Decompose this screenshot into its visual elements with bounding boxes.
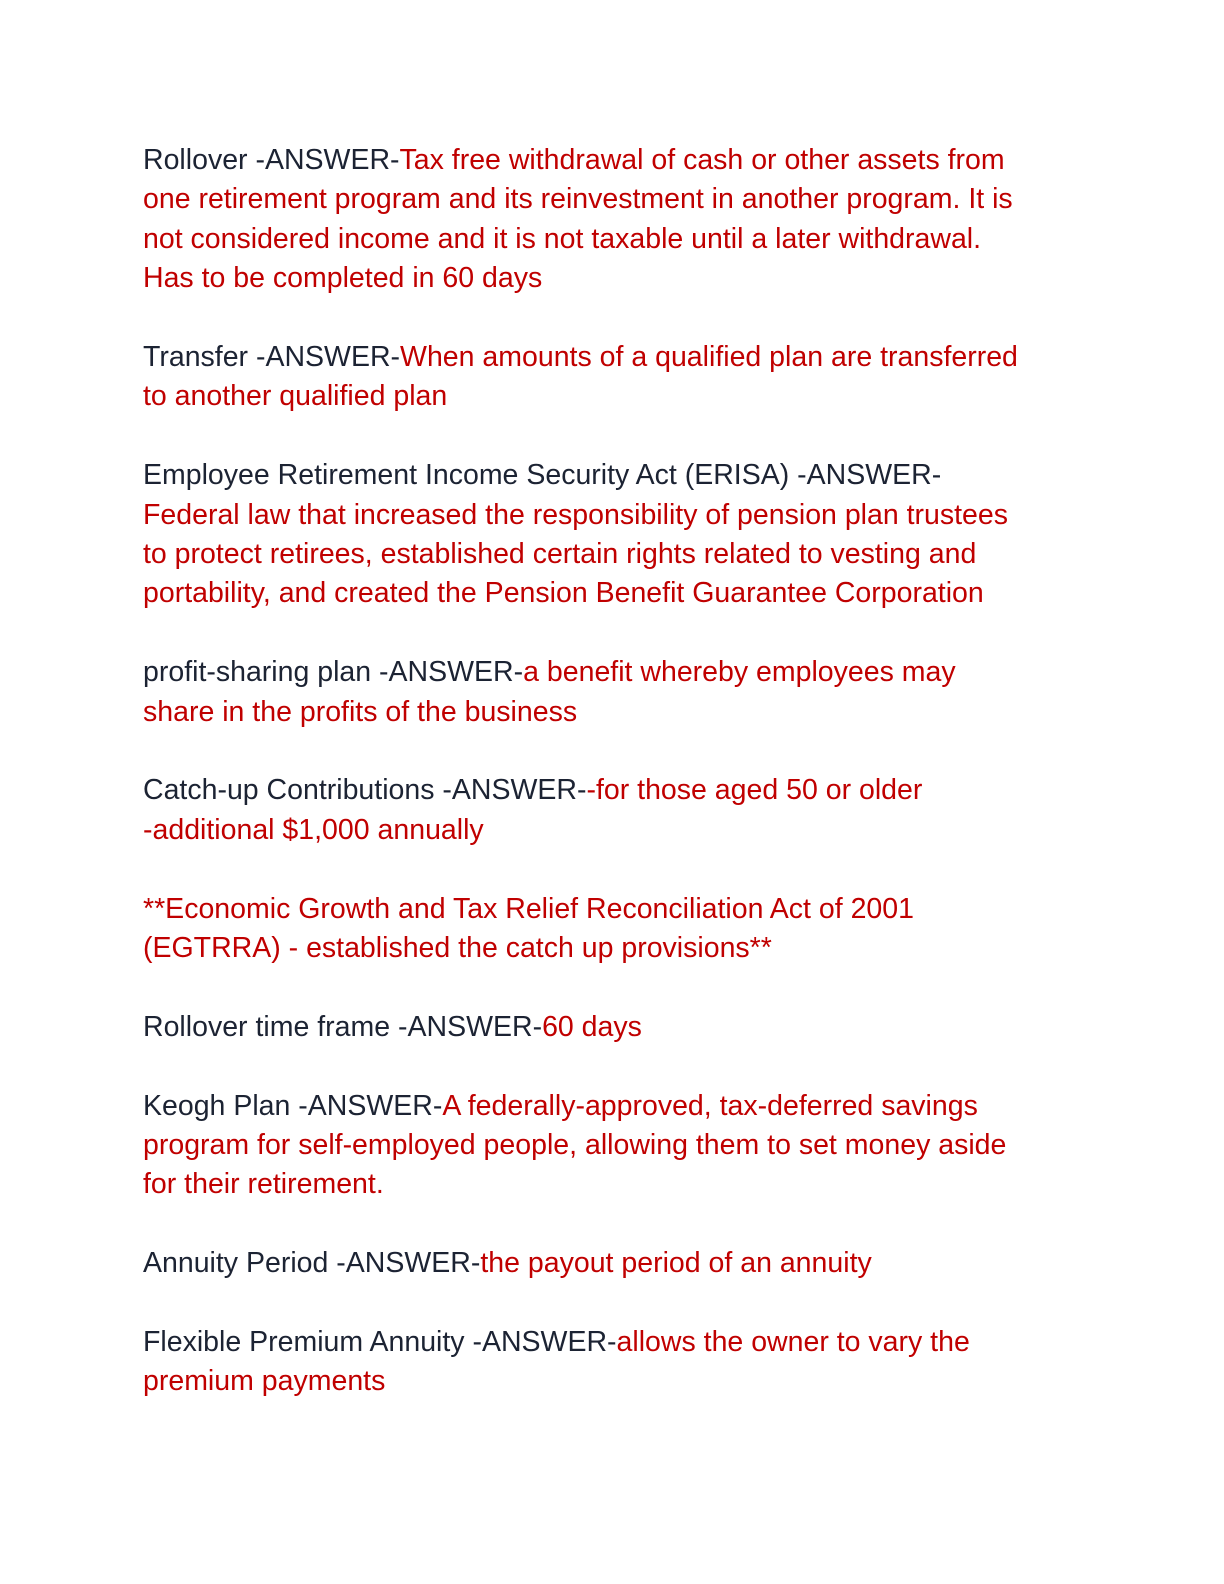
entry-term: Catch-up Contributions -ANSWER- <box>143 774 587 807</box>
entry-term: profit-sharing plan -ANSWER- <box>143 656 524 689</box>
entry-term: Keogh Plan -ANSWER- <box>143 1089 443 1122</box>
entry-flexible-premium-annuity <box>143 1323 1083 1402</box>
entry-answer: -for those aged 50 or older -additional $1,000 annually <box>143 774 923 846</box>
entry-term: Annuity Period -ANSWER- <box>143 1247 481 1280</box>
entry-erisa <box>143 456 1083 614</box>
entry-transfer <box>143 338 1083 417</box>
entry-answer: a benefit whereby employees may share in the profits of the business <box>143 656 956 728</box>
entry-answer: 60 days <box>542 1010 642 1043</box>
entry-answer: allows the owner to vary the premium payments <box>143 1326 970 1398</box>
entry-term: Flexible Premium Annuity -ANSWER- <box>143 1326 617 1359</box>
entry-egtrra-note <box>143 890 1083 969</box>
entry-profit-sharing-plan <box>143 653 1083 732</box>
entry-answer: When amounts of a qualified plan are transferred to another qualified plan <box>143 341 1018 413</box>
entry-term: Rollover time frame -ANSWER- <box>143 1010 543 1043</box>
document-page <box>143 141 1083 1441</box>
entry-answer: **Economic Growth and Tax Relief Reconciliation Act of 2001 (EGTRRA) - established the catch up provisions** <box>143 892 914 965</box>
entry-answer: the payout period of an annuity <box>480 1247 872 1280</box>
entry-annuity-period <box>143 1244 1083 1283</box>
entry-term: Employee Retirement Income Security Act (ERISA) -ANSWER- <box>143 459 942 492</box>
entry-rollover-time-frame <box>143 1008 1083 1047</box>
entry-catch-up-contributions <box>143 771 1083 850</box>
entry-term: Transfer -ANSWER- <box>143 341 401 374</box>
entry-keogh-plan <box>143 1087 1083 1205</box>
entry-answer: Tax free withdrawal of cash or other assets from one retirement program and its reinvestment in another program. It is not considered income and it is not taxable until a later withdrawal. Has to be completed in 60 days <box>143 144 1013 295</box>
entry-answer: A federally-approved, tax-deferred savings program for self-employed people, allowing them to set money aside for their retirement. <box>143 1089 1007 1201</box>
entry-rollover <box>143 141 1083 299</box>
entry-answer: Federal law that increased the responsibility of pension plan trustees to protect retirees, established certain rights related to vesting and portability, and created the Pension Benefit Guarantee Corporation <box>143 498 1008 610</box>
entry-term: Rollover -ANSWER- <box>143 144 400 176</box>
